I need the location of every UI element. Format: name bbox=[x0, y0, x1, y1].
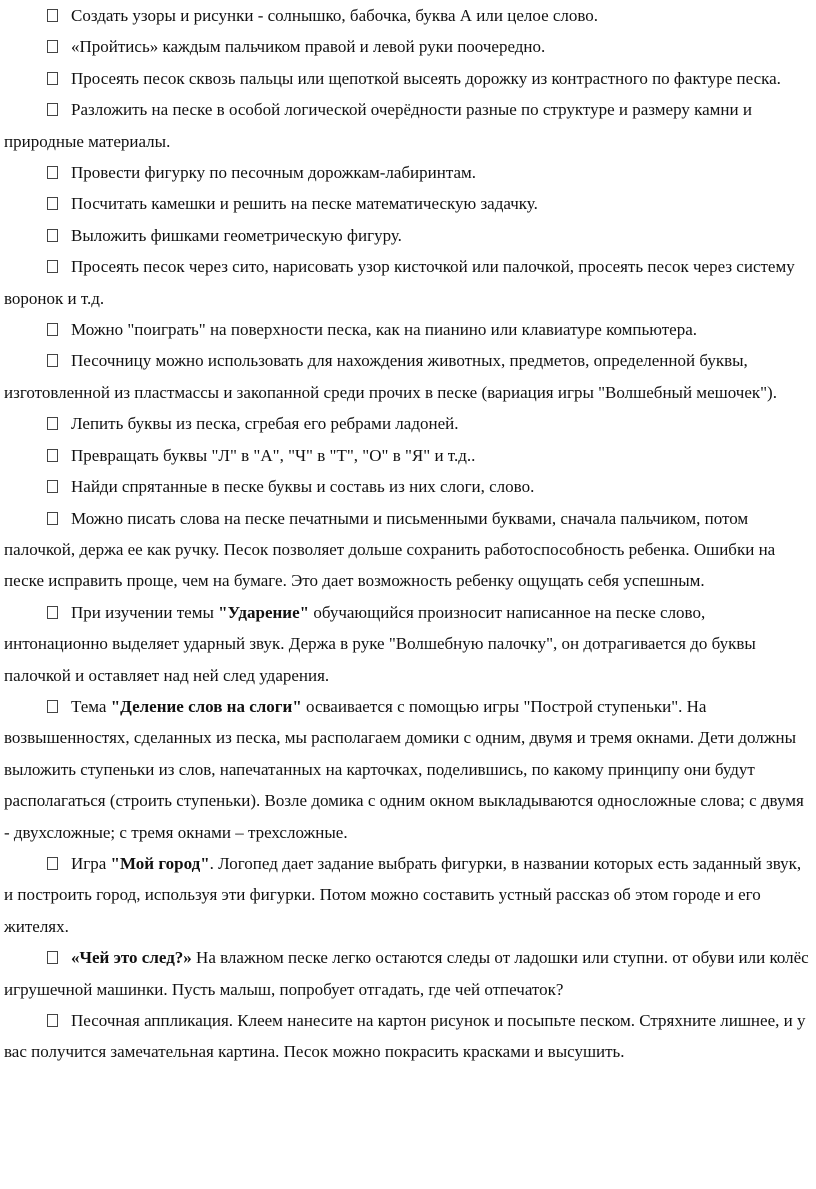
list-item bbox=[4, 440, 812, 471]
list-item bbox=[4, 408, 812, 439]
bullet-icon bbox=[47, 417, 58, 430]
bullet-icon bbox=[47, 449, 58, 462]
item-text: Песочная аппликация. Клеем нанесите на картон рисунок и посыпьте песком. Стряхните лишнее, и у вас получится замечательная картина. Песок можно покрасить красками и высушить. bbox=[4, 1011, 806, 1062]
list-item bbox=[4, 314, 812, 345]
item-text: Найди спрятанные в песке буквы и составь из них слоги, слово. bbox=[71, 477, 535, 497]
list-item bbox=[4, 345, 812, 408]
bullet-icon bbox=[47, 857, 58, 870]
bullet-icon bbox=[47, 480, 58, 493]
item-text: обучающийся произносит написанное на песке слово, интонационно выделяет ударный звук. Держа в руке "Волшебную палочку", он дотрагивается до буквы палочкой и оставляет над ней след ударения. bbox=[4, 602, 756, 685]
item-text: Можно "поиграть" на поверхности песка, как на пианино или клавиатуре компьютера. bbox=[71, 320, 698, 340]
item-text: Можно писать слова на песке печатными и письменными буквами, сначала пальчиком, потом палочкой, держа ее как ручку. Песок позволяет дольше сохранить работоспособность ребенка. Ошибки на песке исправить проще, чем на бумаге. Это дает возможность ребенку ощущать себя успешным. bbox=[4, 508, 776, 591]
bullet-icon bbox=[47, 166, 58, 179]
list-item bbox=[4, 63, 812, 94]
bullet-icon bbox=[47, 512, 58, 525]
list-item bbox=[4, 157, 812, 188]
bold-text: «Чей это след?» bbox=[71, 948, 192, 968]
list-item bbox=[4, 31, 812, 62]
list-item bbox=[4, 0, 812, 31]
bullet-icon bbox=[47, 72, 58, 85]
bullet-icon bbox=[47, 40, 58, 53]
item-text: Игра bbox=[71, 853, 111, 873]
bold-text: "Деление слов на слоги" bbox=[110, 696, 302, 716]
bullet-icon bbox=[47, 606, 58, 619]
item-text: Просеять песок сквозь пальцы или щепоткой высеять дорожку из контрастного по фактуре песка. bbox=[71, 68, 781, 88]
item-text: Песочницу можно использовать для нахождения животных, предметов, определенной буквы, изготовленной из пластмассы и закопанной среди прочих в песке (вариация игры "Волшебный мешочек"). bbox=[4, 351, 777, 402]
item-text: Провести фигурку по песочным дорожкам-лабиринтам. bbox=[71, 163, 477, 183]
list-item bbox=[4, 220, 812, 251]
list-item bbox=[4, 503, 812, 597]
item-text: . Логопед дает задание выбрать фигурки, в названии которых есть заданный звук, и построить город, используя эти фигурки. Потом можно составить устный рассказ об этом городе и его жителях. bbox=[4, 853, 802, 936]
item-text: При изучении темы bbox=[71, 602, 219, 622]
list-item bbox=[4, 471, 812, 502]
bullet-icon bbox=[47, 197, 58, 210]
list-item bbox=[4, 94, 812, 157]
item-text: Тема bbox=[71, 696, 111, 716]
item-text: Создать узоры и рисунки - солнышко, бабочка, буква А или целое слово. bbox=[71, 6, 599, 25]
item-text: осваивается с помощью игры "Построй ступеньки". На возвышенностях, сделанных из песка, мы располагаем домики с одним, двумя и тремя окнами. Дети должны выложить ступеньки из слов, напечатанных на карточках, поделившись, по какому принципу они будут располагаться (строить ступеньки). Возле домика с одним окном выкладываются односложные слова; с двумя - двухсложные; с тремя окнами – трехсложные. bbox=[4, 696, 804, 842]
bold-text: "Ударение" bbox=[218, 602, 310, 622]
item-text: Выложить фишками геометрическую фигуру. bbox=[71, 225, 402, 245]
item-text: Лепить буквы из песка, сгребая его ребрами ладоней. bbox=[71, 414, 459, 434]
bullet-icon bbox=[47, 354, 58, 367]
list-item bbox=[4, 942, 812, 1005]
list-item bbox=[4, 188, 812, 219]
bullet-icon bbox=[47, 1014, 58, 1027]
document-page bbox=[4, 0, 812, 1068]
bullet-icon bbox=[47, 323, 58, 336]
bullet-icon bbox=[47, 229, 58, 242]
bullet-icon bbox=[47, 700, 58, 713]
list-item bbox=[4, 691, 812, 848]
item-text: Посчитать камешки и решить на песке математическую задачку. bbox=[71, 194, 538, 214]
item-text: Просеять песок через сито, нарисовать узор кисточкой или палочкой, просеять песок через систему воронок и т.д. bbox=[4, 257, 795, 308]
bullet-icon bbox=[47, 103, 58, 116]
list-item bbox=[4, 848, 812, 942]
bold-text: "Мой город" bbox=[110, 853, 210, 873]
bullet-icon bbox=[47, 9, 58, 22]
list-item bbox=[4, 251, 812, 314]
item-text: Превращать буквы "Л" в "А", "Ч" в "Т", "О" в "Я" и т.д.. bbox=[71, 445, 476, 465]
bullet-icon bbox=[47, 951, 58, 964]
item-text: «Пройтись» каждым пальчиком правой и левой руки поочередно. bbox=[71, 37, 546, 57]
list-item bbox=[4, 1005, 812, 1068]
item-text: На влажном песке легко остаются следы от ладошки или ступни. от обуви или колёс игрушечной машинки. Пусть малыш, попробует отгадать, где чей отпечаток? bbox=[4, 948, 809, 999]
item-text: Разложить на песке в особой логической очерёдности разные по структуре и размеру камни и природные материалы. bbox=[4, 100, 752, 151]
bullet-icon bbox=[47, 260, 58, 273]
list-item bbox=[4, 597, 812, 691]
